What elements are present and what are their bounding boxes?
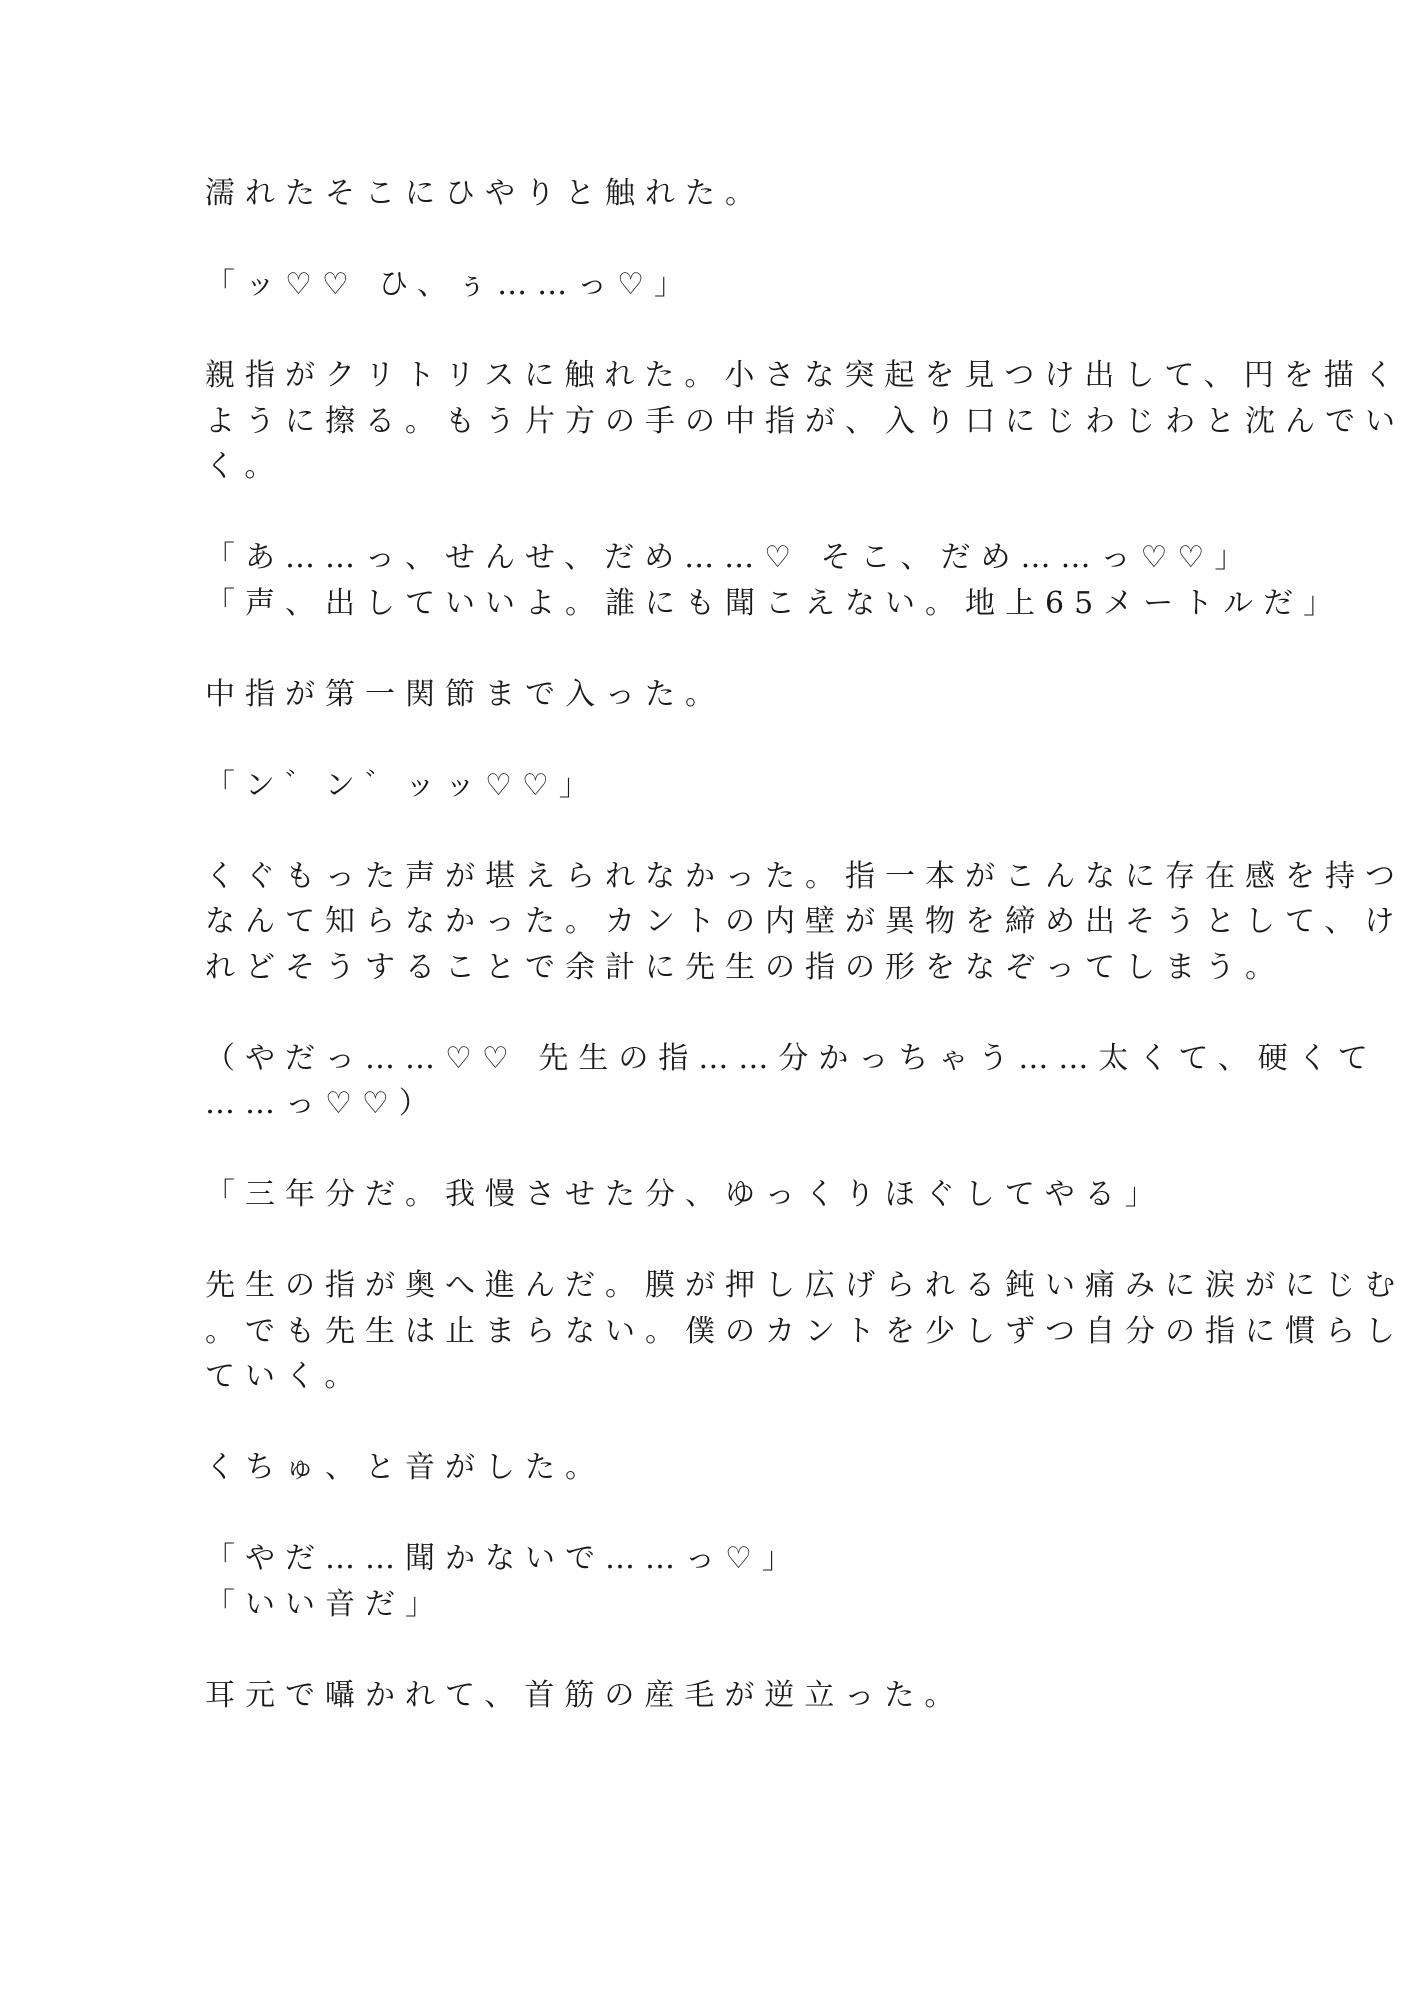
blank-line xyxy=(205,217,1205,263)
text-line: 「声、出していいよ。誰にも聞こえない。地上65メートルだ」 xyxy=(205,585,1344,621)
blank-line xyxy=(205,1491,1205,1537)
text-line: ……っ♡♡） xyxy=(205,1086,439,1121)
text-line: ように擦る。もう片方の手の中指が、入り口にじわじわと沈んでい xyxy=(205,403,1405,439)
text-line: 「やだ……聞かないで……っ♡」 xyxy=(205,1541,802,1576)
text-line: く。 xyxy=(205,449,285,484)
blank-line xyxy=(205,717,1205,763)
blank-line xyxy=(205,1627,1205,1673)
text-line: 親指がクリトリスに触れた。小さな突起を見つけ出して、円を描く xyxy=(205,358,1404,393)
blank-line xyxy=(205,1127,1205,1173)
text-line: くちゅ、と音がした。 xyxy=(205,1450,605,1485)
text-line: 「ン゛ン゛ッッ♡♡」 xyxy=(205,767,599,803)
blank-line xyxy=(205,308,1205,354)
blank-line xyxy=(205,1400,1205,1446)
text-line: 中指が第一関節まで入った。 xyxy=(205,676,725,712)
blank-line xyxy=(205,808,1205,854)
blank-line xyxy=(205,990,1205,1036)
text-line: 濡れたそこにひやりと触れた。 xyxy=(205,176,765,211)
document-body xyxy=(205,171,1405,1718)
text-line: 「三年分だ。我慢させた分、ゆっくりほぐしてやる」 xyxy=(205,1177,1165,1212)
text-line: くぐもった声が堪えられなかった。指一本がこんなに存在感を持つ xyxy=(205,858,1405,894)
blank-line xyxy=(205,1218,1205,1264)
text-line: 「あ……っ、せんせ、だめ……♡ そこ、だめ……っ♡♡」 xyxy=(205,540,1255,575)
text-line: 耳元で囁かれて、首筋の産毛が逆立った。 xyxy=(205,1677,965,1713)
text-line: ていく。 xyxy=(205,1359,365,1394)
blank-line xyxy=(205,490,1205,536)
blank-line xyxy=(205,626,1205,672)
text-line: （やだっ……♡♡ 先生の指……分かっちゃう……太くて、硬くて xyxy=(205,1040,1378,1076)
text-line: 「いい音だ」 xyxy=(205,1586,445,1622)
text-line: 先生の指が奥へ進んだ。膜が押し広げられる鈍い痛みに涙がにじむ xyxy=(205,1268,1405,1303)
text-line: 「ッ♡♡ ひ、ぅ……っ♡」 xyxy=(205,267,695,302)
text-line: れどそうすることで余計に先生の指の形をなぞってしまう。 xyxy=(205,949,1285,985)
text-line: 。でも先生は止まらない。僕のカントを少しずつ自分の指に慣らし xyxy=(205,1313,1405,1349)
text-line: なんて知らなかった。カントの内壁が異物を締め出そうとして、け xyxy=(205,904,1405,939)
